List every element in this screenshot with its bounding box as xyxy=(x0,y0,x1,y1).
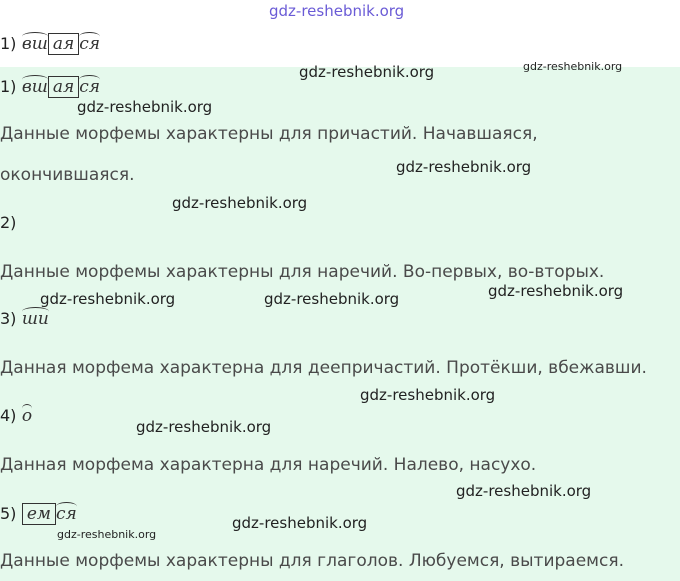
watermark: gdz-reshebnik.org xyxy=(57,528,157,541)
item-5-text: Данные морфемы характерны для глаголов. Любуемся, вытираемся. xyxy=(0,551,624,571)
watermark: gdz-reshebnik.org xyxy=(360,386,496,404)
suffix-morpheme: вш xyxy=(21,77,48,97)
top-answer-line xyxy=(0,33,100,55)
watermark: gdz-reshebnik.org xyxy=(264,290,400,308)
watermark: gdz-reshebnik.org xyxy=(172,194,308,212)
watermark: gdz-reshebnik.org xyxy=(40,290,176,308)
item-1-text: Данные морфемы характерны для причастий. Начавшаяся, xyxy=(0,124,538,144)
postfix-morpheme: ся xyxy=(79,34,101,54)
item-1-text-cont: окончившаяся. xyxy=(0,165,135,185)
item-number: 1) xyxy=(0,77,17,96)
watermark: gdz-reshebnik.org xyxy=(77,98,213,116)
item-5-morphemes xyxy=(0,503,77,525)
item-number: 2) xyxy=(0,213,17,232)
item-1-morphemes xyxy=(0,76,100,98)
item-number: 5) xyxy=(0,504,17,523)
item-2-text: Данные морфемы характерны для наречий. Во-первых, во-вторых. xyxy=(0,262,605,282)
postfix-morpheme: ся xyxy=(79,77,101,97)
ending-morpheme: ая xyxy=(48,76,79,98)
item-3-morphemes xyxy=(0,309,49,329)
watermark: gdz-reshebnik.org xyxy=(456,482,592,500)
suffix-morpheme: о xyxy=(21,406,33,426)
suffix-morpheme: вш xyxy=(21,34,48,54)
ending-morpheme: ем xyxy=(22,503,56,525)
watermark: gdz-reshebnik.org xyxy=(523,60,623,73)
ending-morpheme: ая xyxy=(48,33,79,55)
item-2-number xyxy=(0,213,16,233)
item-4-text: Данная морфема характерна для наречий. Налево, насухо. xyxy=(0,455,537,475)
watermark: gdz-reshebnik.org xyxy=(299,63,435,81)
item-number: 4) xyxy=(0,406,17,425)
item-4-morphemes xyxy=(0,406,32,426)
answer-panel xyxy=(0,67,680,581)
answer-number: 1) xyxy=(0,34,17,53)
watermark: gdz-reshebnik.org xyxy=(488,282,624,300)
suffix-morpheme: ши xyxy=(21,309,49,329)
site-link[interactable]: gdz-reshebnik.org xyxy=(269,2,405,20)
watermark: gdz-reshebnik.org xyxy=(396,158,532,176)
postfix-morpheme: ся xyxy=(55,504,77,524)
watermark: gdz-reshebnik.org xyxy=(232,514,368,532)
item-3-text: Данная морфема характерна для деепричастий. Протёкши, вбежавши. xyxy=(0,358,647,378)
item-number: 3) xyxy=(0,309,17,328)
watermark: gdz-reshebnik.org xyxy=(136,418,272,436)
